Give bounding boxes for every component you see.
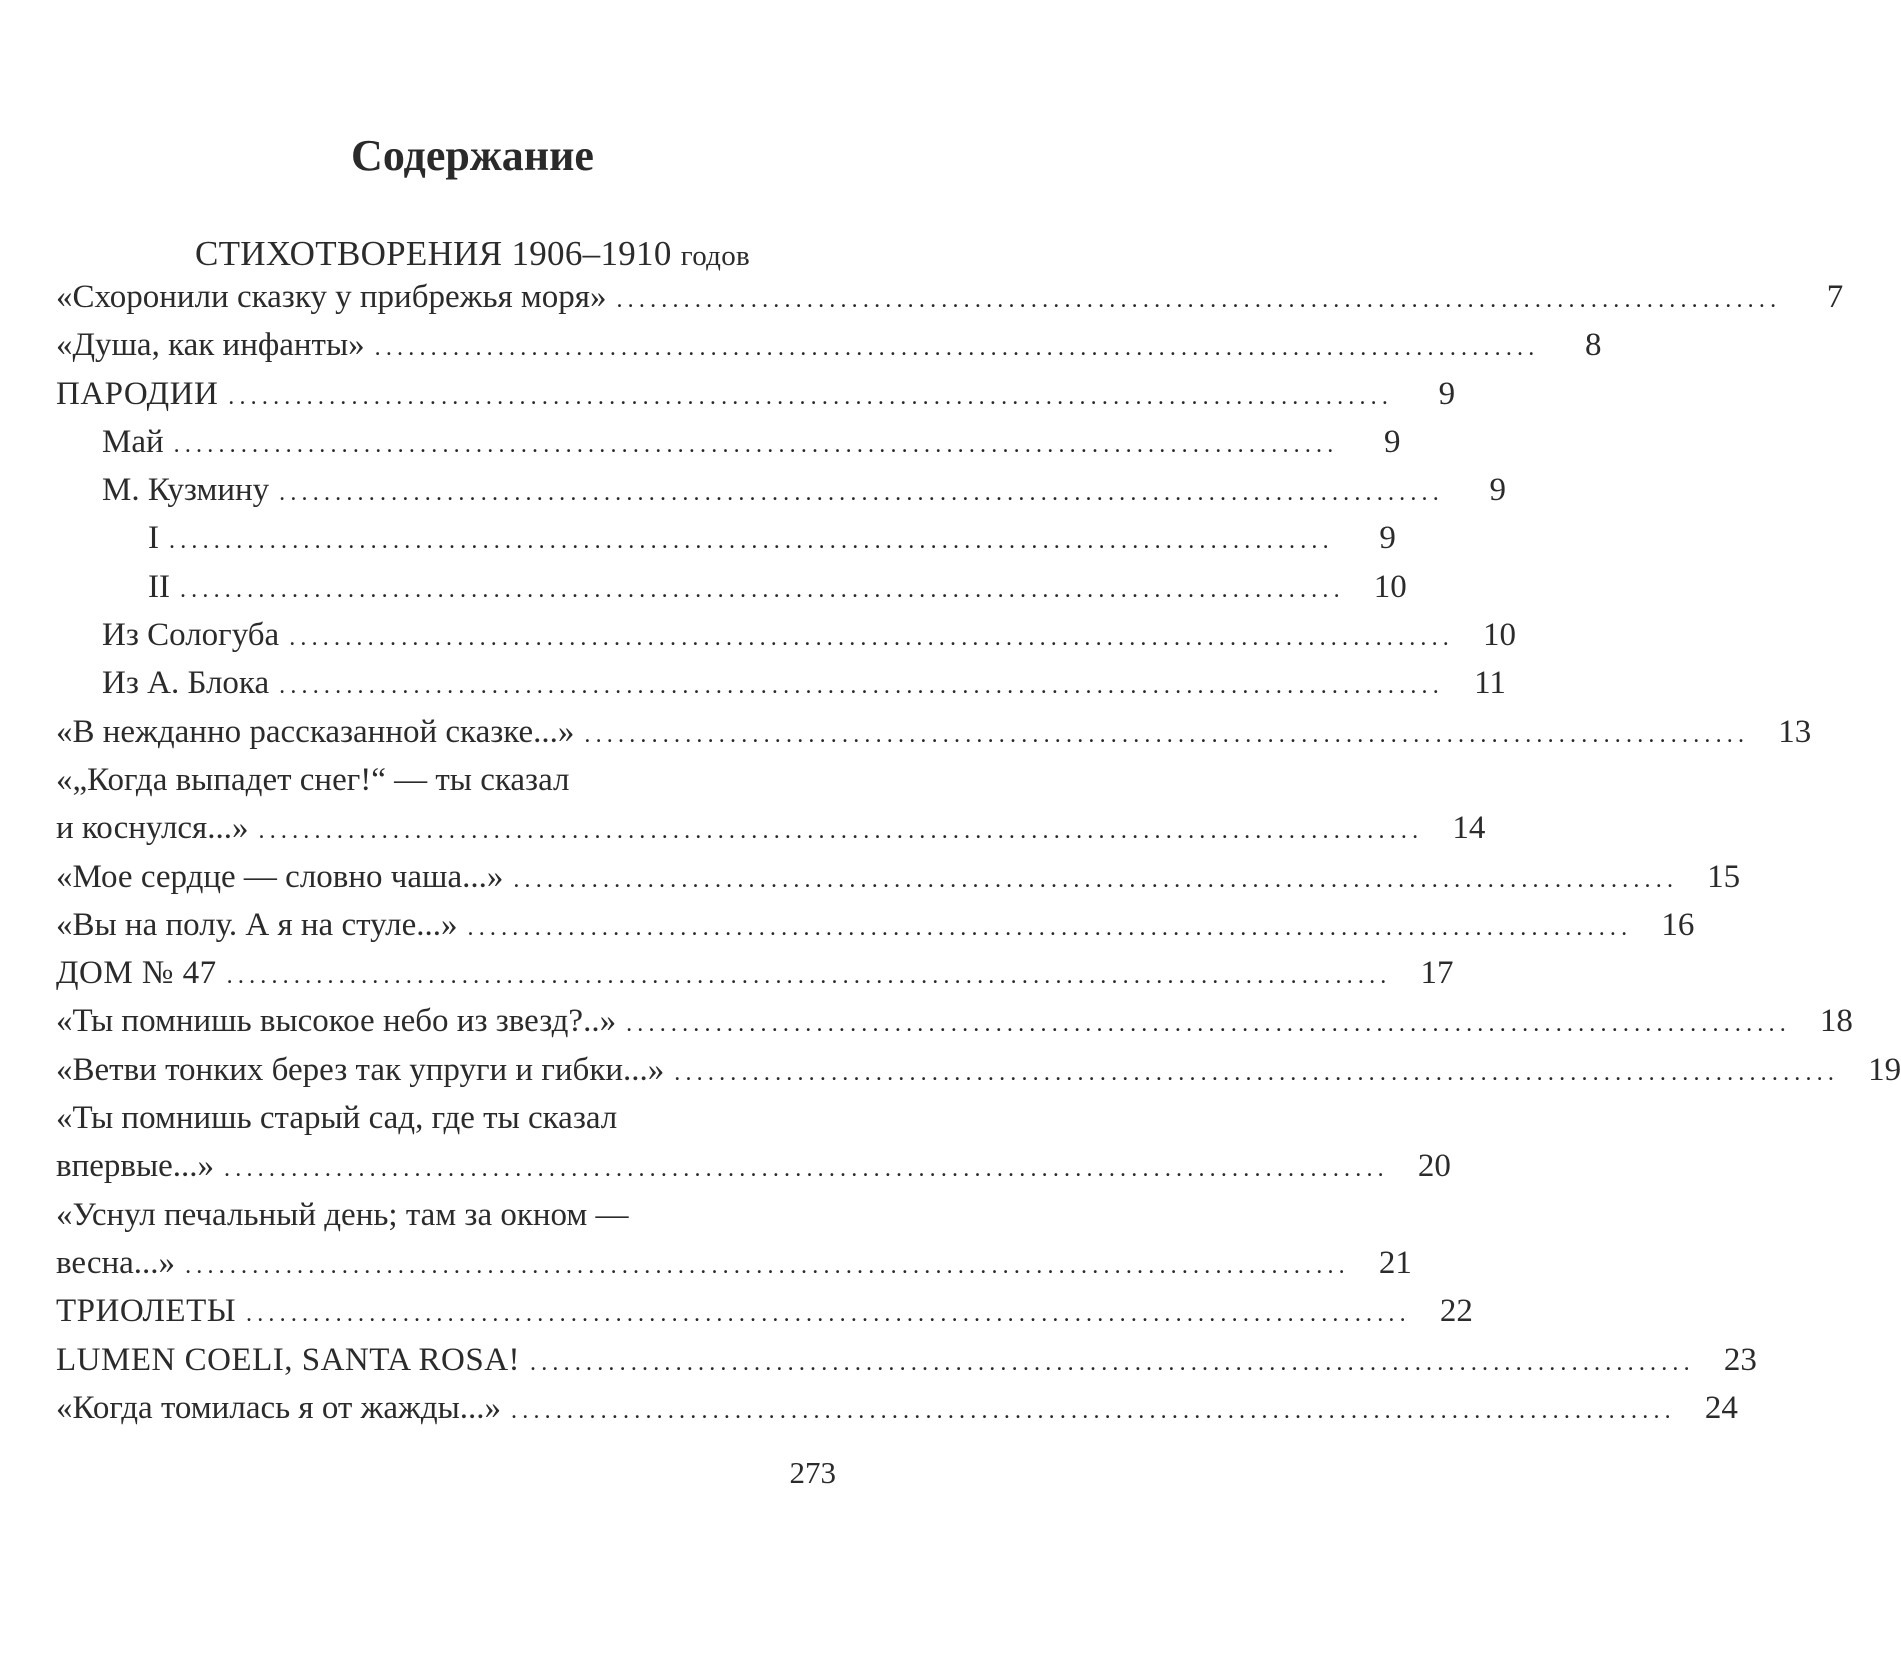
toc-entry-title: ДОМ № 47 [56,955,217,992]
table-of-contents [56,273,1901,1432]
page-number: 273 [789,1455,836,1490]
leader-dots: ........................................................................................................ [173,431,1339,458]
toc-entry-title: «Душа, как инфанты» [56,327,365,364]
toc-entry[interactable] [56,273,1844,321]
leader-dots: ........................................................................................................ [258,818,1424,845]
toc-entry-title: «Когда томилась я от жажды...» [56,1389,502,1426]
section-heading-small: годов [680,240,751,272]
toc-entry-title: весна...» [56,1244,176,1281]
toc-entry-title: «Ты помнишь высокое небо из звезд?..» [56,1003,617,1040]
toc-entry-first-line[interactable] [56,1191,840,1239]
toc-entry-page: 11 [1474,665,1506,702]
toc-entry[interactable] [56,853,1741,901]
leader-dots: ........................................................................................................ [674,1059,1840,1086]
leader-dots: ........................................................................................................ [226,963,1392,990]
leader-dots: ........................................................................................................ [530,1349,1695,1376]
toc-entry-page: 24 [1704,1389,1738,1426]
page-title: Содержание [351,131,594,180]
toc-entry-page: 9 [1379,520,1396,557]
toc-entry[interactable] [56,1239,1412,1287]
toc-entry[interactable] [56,1384,1738,1432]
toc-entry-section[interactable] [56,1336,1757,1384]
leader-dots: ........................................................................................................ [511,1397,1676,1424]
toc-entry-section[interactable] [56,949,1454,997]
toc-entry-page: 9 [1383,423,1401,460]
toc-entry-title: I [148,520,159,557]
toc-entry-title: ТРИОЛЕТЫ [56,1293,237,1330]
toc-entry-page: 9 [1438,375,1456,412]
toc-entry-title: ПАРОДИИ [56,375,219,412]
toc-entry-subsub[interactable] [56,563,1407,611]
toc-entry-title: II [148,568,170,605]
toc-entry-page: 13 [1778,713,1812,750]
toc-entry-page: 23 [1723,1341,1757,1378]
leader-dots: ........................................................................................................ [626,1011,1791,1038]
toc-entry-title: впервые...» [56,1148,215,1185]
toc-entry-section[interactable] [56,370,1456,418]
toc-entry-page: 20 [1417,1148,1451,1185]
leader-dots: ........................................................................................................ [616,287,1782,313]
toc-entry-title: «В нежданно рассказанной сказке...» [56,713,575,750]
toc-entry-section[interactable] [56,1287,1473,1335]
toc-entry-first-line[interactable] [56,1094,840,1142]
toc-entry-title: Май [102,423,164,460]
leader-dots: ........................................................................................................ [246,1301,1411,1328]
toc-entry-page: 22 [1439,1293,1473,1330]
toc-entry[interactable] [56,804,1486,852]
leader-dots: ........................................................................................................ [279,480,1444,507]
toc-entry-page: 14 [1452,810,1486,847]
toc-entry[interactable] [56,1046,1901,1094]
toc-entry-page: 16 [1661,906,1695,943]
section-heading [0,231,945,279]
toc-entry[interactable] [56,997,1853,1045]
toc-entry-subsub[interactable] [56,514,1396,562]
toc-entry[interactable] [56,321,1602,369]
leader-dots: ........................................................................................................ [279,673,1444,700]
leader-dots: ........................................................................................................ [169,528,1334,555]
leader-dots: ........................................................................................................ [289,625,1455,652]
toc-entry-page: 19 [1868,1051,1901,1088]
toc-entry-page: 10 [1373,568,1407,605]
toc-entry-title: и коснулся...» [56,810,249,847]
toc-entry[interactable] [56,1142,1451,1190]
toc-entry-page: 21 [1378,1244,1412,1281]
toc-entry-title: «Вы на полу. А я на стуле...» [56,906,458,943]
toc-entry-page: 9 [1489,472,1506,509]
toc-entry-sub[interactable] [56,418,1401,466]
toc-entry-page: 7 [1826,279,1844,315]
section-heading-main: СТИХОТВОРЕНИЯ 1906–1910 [194,234,672,273]
leader-dots: ........................................................................................................ [513,866,1679,893]
toc-entry-title: М. Кузмину [102,472,270,509]
leader-dots: ........................................................................................................ [467,914,1633,941]
leader-dots: ........................................................................................................ [374,335,1540,362]
toc-entry-page: 18 [1819,1003,1853,1040]
toc-entry-title: «Ветви тонких берез так упруги и гибки...» [56,1051,665,1088]
toc-entry[interactable] [56,901,1695,949]
toc-entry-title: «Мое сердце — словно чаша...» [56,858,504,895]
toc-entry-title: LUMEN COELI, SANTA ROSA! [56,1341,521,1378]
toc-entry-title-line1: «„Когда выпадет снег!“ — ты сказал [56,761,570,798]
toc-entry-sub[interactable] [56,466,1506,514]
leader-dots: ........................................................................................................ [185,1252,1350,1279]
toc-entry-page: 17 [1420,955,1454,992]
toc-entry-first-line[interactable] [56,756,840,804]
toc-entry-sub[interactable] [56,611,1517,659]
toc-entry-title: «Схоронили сказку у прибрежья моря» [56,279,607,315]
leader-dots: ........................................................................................................ [224,1156,1389,1183]
toc-entry-title-line1: «Уснул печальный день; там за окном — [56,1196,629,1233]
leader-dots: ........................................................................................................ [228,383,1394,410]
toc-entry-page: 15 [1707,858,1741,895]
toc-entry-title: Из А. Блока [102,665,270,702]
toc-entry[interactable] [56,708,1812,756]
toc-entry-page: 8 [1584,327,1602,364]
leader-dots: ........................................................................................................ [584,721,1750,748]
toc-entry-title: Из Сологуба [102,617,280,654]
toc-entry-page: 10 [1483,617,1517,654]
toc-entry-title-line1: «Ты помнишь старый сад, где ты сказал [56,1100,618,1137]
toc-entry-sub[interactable] [56,659,1506,707]
leader-dots: ........................................................................................................ [179,576,1345,603]
